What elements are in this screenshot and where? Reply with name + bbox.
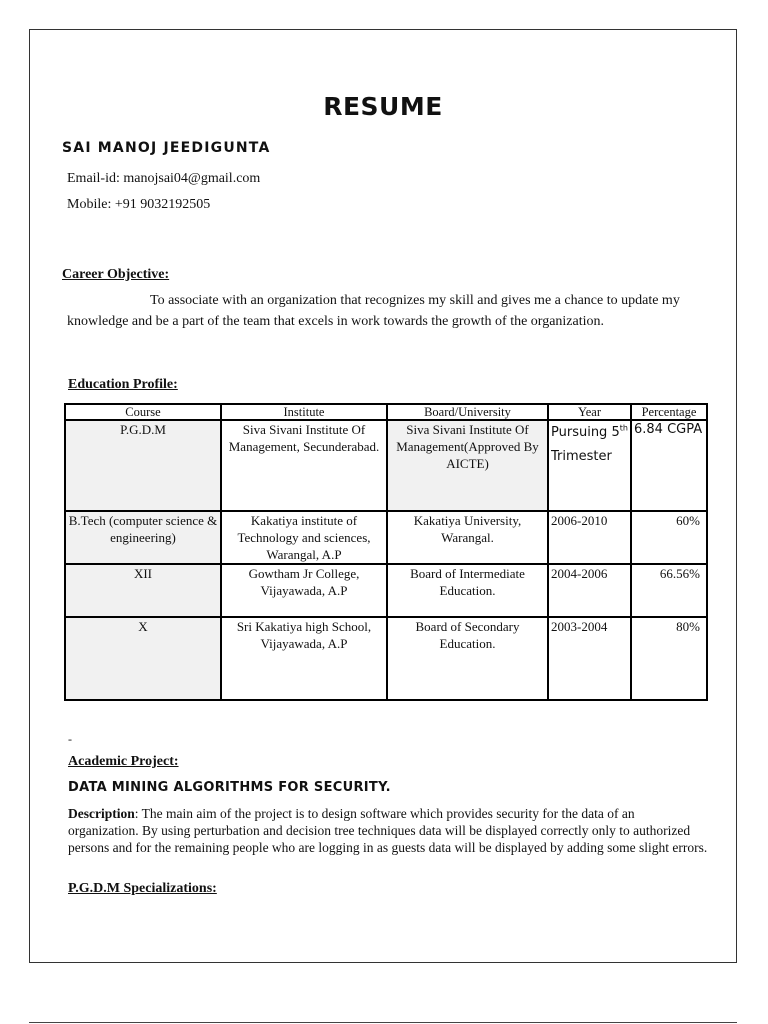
institute-cell: Siva Sivani Institute Of Management, Secunderabad.: [221, 420, 387, 511]
description-text: : The main aim of the project is to design software which provides security for the data of an organization. By using perturbation and decision tree techniques data will be displayed correctly only to authorized persons and for the remaining people who are logging in as guests data will be displayed by adding some slight errors.: [68, 806, 708, 855]
candidate-name: SAI MANOJ JEEDIGUNTA: [62, 140, 271, 156]
year-cell: 2006-2010: [548, 511, 631, 564]
year-cell: Pursuing 5th Trimester: [548, 420, 631, 511]
year-cell: 2004-2006: [548, 564, 631, 617]
percentage-cell: 66.56%: [631, 564, 707, 617]
board-cell: Board of Secondary Education.: [387, 617, 548, 700]
percentage-cell: 6.84 CGPA: [631, 420, 707, 511]
year-cell: 2003-2004: [548, 617, 631, 700]
board-cell: Siva Sivani Institute Of Management(Approved By AICTE): [387, 420, 548, 511]
education-table: [64, 403, 708, 701]
page-title: RESUME: [323, 92, 443, 121]
board-cell: Board of Intermediate Education.: [387, 564, 548, 617]
table-row: [65, 617, 707, 700]
column-header: Percentage: [631, 404, 707, 420]
course-cell: B.Tech (computer science & engineering): [65, 511, 221, 564]
column-header: Institute: [221, 404, 387, 420]
career-objective-text: To associate with an organization that recognizes my skill and gives me a chance to update my knowledge and be a part of the team that excels in work towards the growth of the organization.: [67, 293, 680, 329]
resume-page: [29, 29, 737, 963]
table-row: [65, 564, 707, 617]
project-description: [68, 805, 708, 856]
table-row: [65, 420, 707, 511]
mobile-line: Mobile: +91 9032192505: [67, 197, 211, 212]
course-cell: X: [65, 617, 221, 700]
percentage-cell: 80%: [631, 617, 707, 700]
education-heading: Education Profile:: [68, 377, 178, 392]
description-label: Description: [68, 806, 135, 821]
institute-cell: Sri Kakatiya high School, Vijayawada, A.P: [221, 617, 387, 700]
project-title: DATA MINING ALGORITHMS FOR SECURITY.: [68, 780, 391, 795]
specializations-heading: P.G.D.M Specializations:: [68, 881, 217, 896]
email-line: Email-id: manojsai04@gmail.com: [67, 171, 261, 186]
career-objective-heading: Career Objective:: [62, 267, 170, 282]
course-cell: XII: [65, 564, 221, 617]
table-row: [65, 511, 707, 564]
column-header: Course: [65, 404, 221, 420]
institute-cell: Kakatiya institute of Technology and sciences, Warangal, A.P: [221, 511, 387, 564]
table-header-row: [65, 404, 707, 420]
course-cell: P.G.D.M: [65, 420, 221, 511]
percentage-cell: 60%: [631, 511, 707, 564]
column-header: Year: [548, 404, 631, 420]
academic-project-heading: Academic Project:: [68, 754, 179, 769]
page-bottom-rule: [29, 1022, 737, 1023]
stray-dash: -: [68, 732, 72, 746]
institute-cell: Gowtham Jr College, Vijayawada, A.P: [221, 564, 387, 617]
column-header: Board/University: [387, 404, 548, 420]
board-cell: Kakatiya University, Warangal.: [387, 511, 548, 564]
